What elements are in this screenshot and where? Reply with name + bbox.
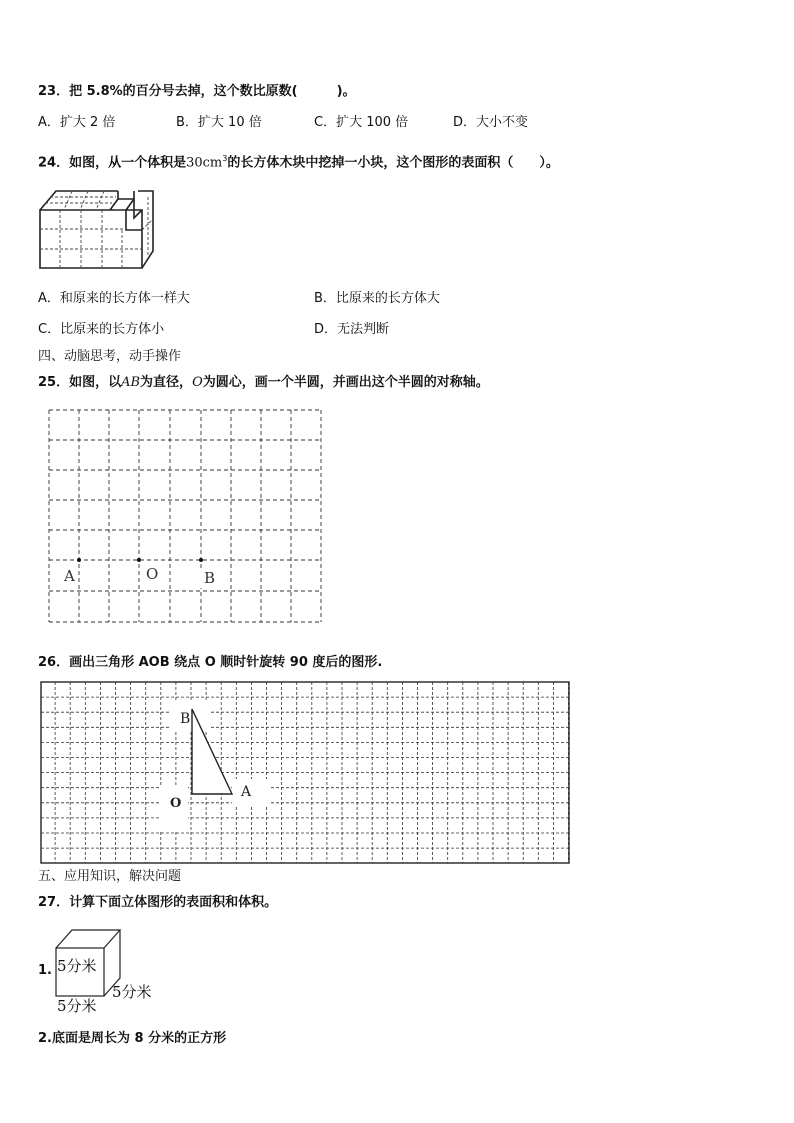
q26-label-o: O — [170, 796, 182, 811]
q26-grid-border — [41, 682, 569, 863]
q23-option-c[interactable]: C．扩大 100 倍 — [314, 115, 409, 130]
q26-label-a: A — [241, 784, 252, 800]
q25-center: O — [192, 375, 203, 390]
point-a-dot — [77, 558, 81, 562]
cuboid-top-edge — [40, 191, 118, 210]
q23-option-d[interactable]: D．大小不变 — [453, 115, 529, 130]
label-o: O — [146, 565, 159, 583]
q25-stem-before: 25．如图，以 — [38, 375, 122, 390]
q26-stem: 26．画出三角形 AOB 绕点 O 顺时针旋转 90 度后的图形. — [38, 655, 383, 670]
q24-cuboid-figure — [36, 185, 156, 271]
q25-stem — [38, 375, 489, 391]
q26-label-b: B — [180, 711, 191, 727]
triangle-aob — [192, 709, 232, 794]
label-b: B — [204, 569, 216, 587]
q26-grid[interactable] — [40, 681, 572, 866]
section4-title: 四、动脑思考，动手操作 — [38, 349, 182, 364]
label-a: A — [64, 567, 75, 585]
q27-stem: 27．计算下面立体图形的表面积和体积。 — [38, 895, 278, 910]
q24-option-a[interactable]: A．和原来的长方体一样大 — [38, 291, 190, 306]
cube-bottom-label: 5分米 — [57, 997, 97, 1015]
q24-option-d[interactable]: D．无法判断 — [314, 322, 390, 337]
q27-cube-figure — [52, 924, 164, 1016]
q23-stem: 23．把 5.8%的百分号去掉，这个数比原数( )。 — [38, 84, 356, 99]
point-b-dot — [199, 558, 203, 562]
q23-option-a[interactable]: A．扩大 2 倍 — [38, 115, 116, 130]
q27-item1-num: 1. — [38, 963, 52, 978]
q24-stem — [38, 151, 559, 171]
q24-option-b[interactable]: B．比原来的长方体大 — [314, 291, 440, 306]
cube-front-label: 5分米 — [57, 957, 97, 975]
q23-option-b[interactable]: B．扩大 10 倍 — [176, 115, 262, 130]
section5-title: 五、应用知识，解决问题 — [38, 869, 182, 884]
q24-stem-after: 的长方体木块中挖掉一小块，这个图形的表面积（ ）。 — [227, 155, 559, 171]
q25-stem-after: 为圆心，画一个半圆，并画出这个半圆的对称轴。 — [202, 375, 489, 390]
q24-option-c[interactable]: C．比原来的长方体小 — [38, 322, 165, 337]
q25-stem-mid: 为直径， — [140, 375, 193, 390]
q24-stem-before: 24．如图，从一个体积是 — [38, 155, 187, 171]
q24-volume-exp: 3 — [222, 154, 228, 163]
q25-seg: AB — [121, 375, 141, 390]
q24-volume: 30cm — [186, 155, 223, 171]
point-o-dot — [137, 558, 141, 562]
q25-grid[interactable] — [48, 409, 324, 625]
cube-side-label: 5分米 — [112, 983, 152, 1001]
q27-item2: 2.底面是周长为 8 分米的正方形 — [38, 1031, 227, 1046]
